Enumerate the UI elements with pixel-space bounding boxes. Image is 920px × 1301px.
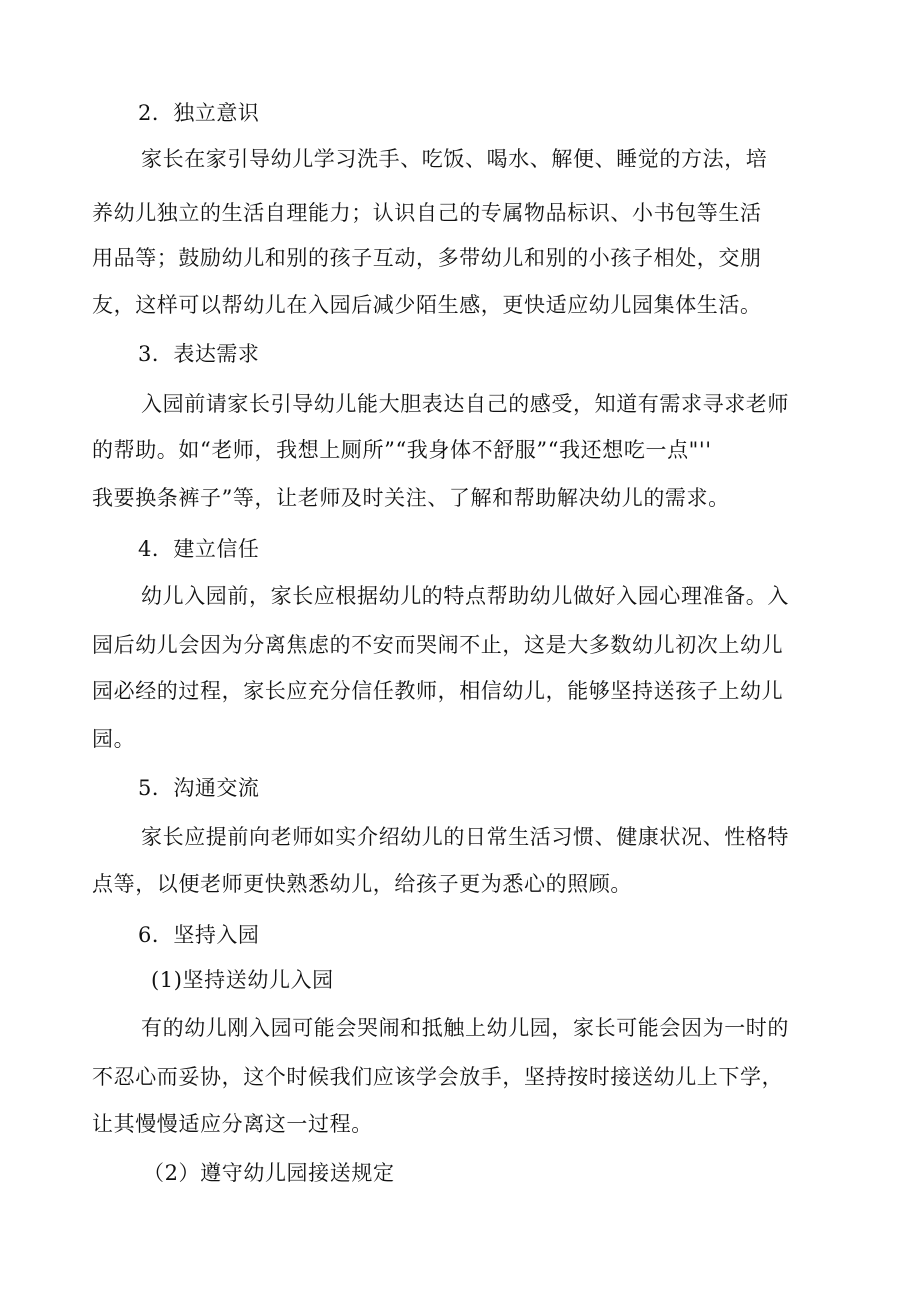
section-heading: 2．独立意识 bbox=[138, 101, 260, 125]
paragraph-line: 园必经的过程，家长应充分信任教师，相信幼儿，能够坚持送孩子上幼儿 bbox=[92, 679, 784, 703]
section-heading: 3．表达需求 bbox=[138, 342, 260, 366]
paragraph-line: 点等，以便老师更快熟悉幼儿，给孩子更为悉心的照顾。 bbox=[92, 872, 632, 896]
paragraph-line: 园后幼儿会因为分离焦虑的不安而哭闹不止，这是大多数幼儿初次上幼儿 bbox=[92, 633, 784, 657]
section-heading: 4．建立信任 bbox=[138, 537, 260, 561]
paragraph-line: 友，这样可以帮幼儿在入园后减少陌生感，更快适应幼儿园集体生活。 bbox=[92, 293, 762, 317]
paragraph-line: 幼儿入园前，家长应根据幼儿的特点帮助幼儿做好入园心理准备。入 bbox=[141, 584, 789, 608]
paragraph-line: 园。 bbox=[92, 727, 136, 751]
paragraph-line: 让其慢慢适应分离这一过程。 bbox=[92, 1112, 373, 1136]
paragraph-line: 养幼儿独立的生活自理能力；认识自己的专属物品标识、小书包等生活 bbox=[92, 201, 762, 225]
paragraph-line: 入园前请家长引导幼儿能大胆表达自己的感受，知道有需求寻求老师 bbox=[141, 392, 789, 416]
paragraph-line: 的帮助。如“老师，我想上厕所”“我身体不舒服”“我还想吃一点"'' bbox=[92, 438, 712, 462]
subsection-heading: (1)坚持送幼儿入园 bbox=[151, 968, 334, 992]
section-heading: 5．沟通交流 bbox=[138, 776, 260, 800]
paragraph-line: 家长应提前向老师如实介绍幼儿的日常生活习惯、健康状况、性格特 bbox=[141, 825, 789, 849]
paragraph-line: 我要换条裤子”等，让老师及时关注、了解和帮助解决幼儿的需求。 bbox=[92, 486, 730, 510]
paragraph-line: 有的幼儿刚入园可能会哭闹和抵触上幼儿园，家长可能会因为一时的 bbox=[141, 1016, 789, 1040]
section-heading: 6．坚持入园 bbox=[138, 923, 260, 947]
paragraph-line: 家长在家引导幼儿学习洗手、吃饭、喝水、解便、睡觉的方法，培 bbox=[141, 147, 768, 171]
subsection-heading: （2）遵守幼儿园接送规定 bbox=[143, 1161, 395, 1185]
paragraph-line: 用品等；鼓励幼儿和别的孩子互动，多带幼儿和别的小孩子相处，交朋 bbox=[92, 246, 762, 270]
paragraph-line: 不忍心而妥协，这个时候我们应该学会放手，坚持按时接送幼儿上下学， bbox=[92, 1065, 784, 1089]
